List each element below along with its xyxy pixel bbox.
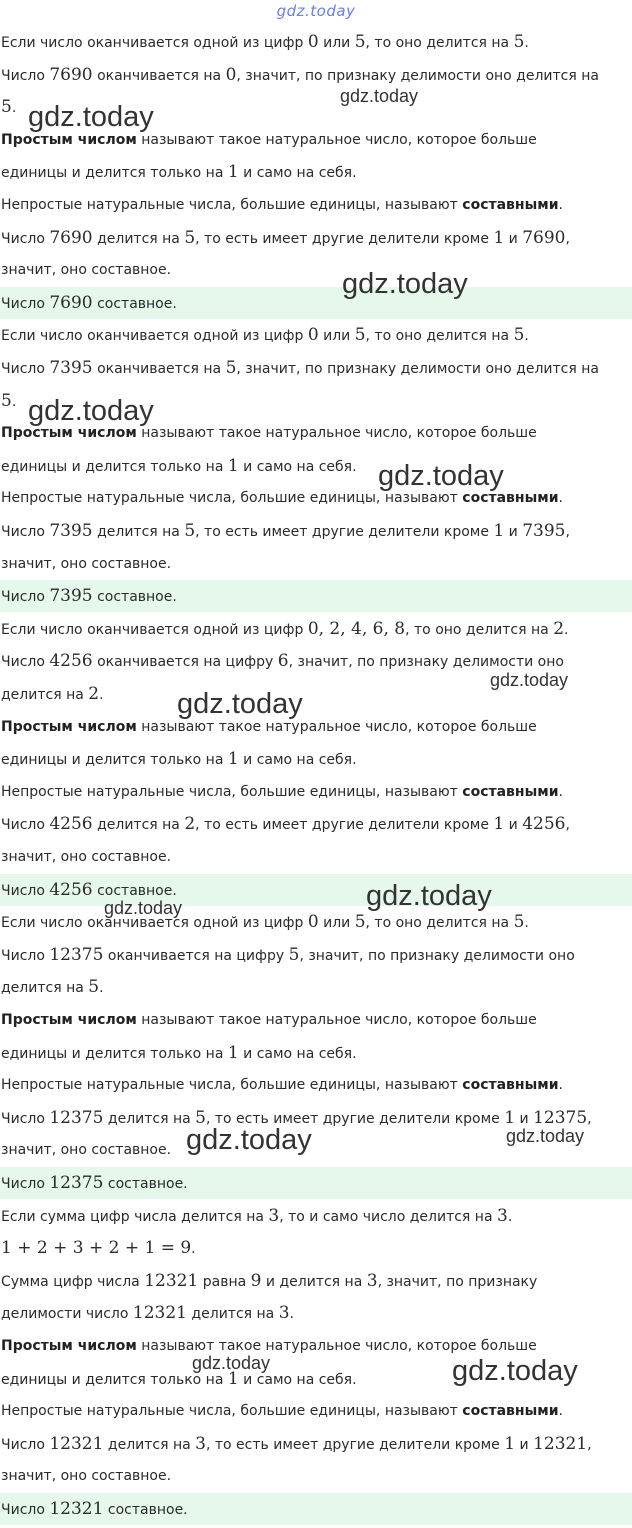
text-segment: и: [504, 524, 523, 540]
text-line: [0, 1200, 632, 1232]
text-segment: составное.: [103, 1176, 188, 1192]
math-value: 5: [513, 325, 525, 346]
math-value: 1: [504, 1433, 516, 1454]
math-value: 5: [225, 358, 237, 378]
answer-line: [0, 580, 632, 612]
math-value: 0, 2, 4, 6, 8: [307, 618, 406, 639]
text-line: [0, 808, 632, 840]
text-line: [0, 1037, 632, 1069]
text-segment: Если число оканчивается одной из цифр: [1, 35, 308, 51]
text-segment: Число: [1, 67, 50, 84]
text-segment: единицы и делится только на: [1, 458, 228, 475]
text-segment: , то есть имеет другие делители кроме: [195, 230, 494, 247]
text-segment: Непростые натуральные числа, большие единицы, называют: [1, 197, 463, 213]
math-value: 7395: [49, 586, 93, 607]
text-segment: Если число оканчивается одной из цифр: [1, 328, 308, 345]
term-bold: Простым числом: [1, 1338, 137, 1354]
math-value: 12375: [533, 1107, 588, 1128]
watermark: gdz.today: [186, 1124, 312, 1156]
math-value: 9: [250, 1270, 262, 1291]
text-segment: называют такое натуральное число, которое больше: [136, 131, 537, 148]
text-segment: Число: [1, 589, 50, 606]
text-segment: Число: [1, 817, 50, 834]
text-line: [0, 222, 632, 254]
text-line: [0, 1102, 632, 1134]
text-segment: , то оно делится на: [365, 35, 514, 51]
math-value: 0: [307, 325, 319, 346]
math-value: 5: [513, 912, 525, 933]
text-segment: значит, оно составное.: [1, 555, 172, 572]
text-line: [0, 1363, 632, 1395]
text-segment: и само на себя.: [238, 1045, 357, 1062]
text-segment: , то оно делится на: [405, 621, 554, 638]
math-value: 1 + 2 + 3 + 2 + 1 = 9: [1, 1238, 192, 1259]
math-value: 1: [493, 521, 505, 541]
text-segment: единицы и делится только на: [1, 1371, 228, 1388]
math-value: 1: [227, 1368, 239, 1389]
text-line: [0, 450, 632, 482]
math-value: 0: [307, 912, 319, 933]
watermark: gdz.today: [28, 101, 154, 133]
text-segment: , то есть имеет другие делители кроме: [195, 817, 494, 834]
text-line: [0, 417, 632, 449]
math-value: 5: [1, 97, 12, 118]
text-segment: оканчивается на: [92, 67, 226, 84]
text-line: [0, 971, 632, 1003]
answer-line: [0, 1493, 632, 1525]
text-segment: или: [318, 35, 355, 51]
watermark: gdz.today: [490, 670, 569, 690]
math-value: 1: [227, 1042, 239, 1063]
math-value: 4256: [49, 814, 93, 835]
text-segment: .: [564, 621, 569, 638]
math-value: 6: [277, 651, 289, 672]
math-value: 4256: [522, 814, 566, 835]
text-line: [0, 1232, 632, 1264]
text-segment: или: [318, 328, 355, 345]
answer-line: [0, 287, 632, 319]
text-segment: , значит, по признаку: [377, 1273, 538, 1290]
math-value: 1: [227, 455, 239, 476]
text-segment: делится на: [1, 980, 89, 997]
math-value: 5: [195, 1107, 206, 1128]
math-value: 12375: [49, 1107, 104, 1128]
text-segment: .: [558, 1403, 563, 1420]
math-value: 4256: [49, 651, 93, 672]
text-segment: , значит, по признаку делимости оно делится на: [236, 67, 599, 84]
math-value: 7395: [522, 521, 566, 541]
text-segment: Число: [1, 1436, 50, 1453]
math-value: 12321: [49, 1433, 104, 1454]
text-segment: и само на себя.: [238, 752, 357, 769]
math-value: 3: [195, 1433, 206, 1454]
text-segment: .: [524, 328, 529, 345]
text-segment: , то есть имеет другие делители кроме: [205, 1436, 505, 1453]
text-line: [0, 906, 632, 938]
watermark: gdz.today: [104, 898, 183, 918]
text-segment: и: [515, 1110, 534, 1127]
term-bold: составными: [462, 1077, 559, 1094]
math-value: 12375: [49, 944, 104, 965]
math-value: 7690: [49, 227, 93, 248]
text-segment: Если сумма цифр числа делится на: [1, 1208, 269, 1225]
text-line: [0, 515, 632, 547]
text-line: [0, 711, 632, 743]
math-value: 5: [1, 390, 12, 411]
text-segment: единицы и делится только на: [1, 165, 228, 182]
text-segment: составное.: [92, 589, 177, 606]
text-segment: Непростые натуральные числа, большие единицы, называют: [1, 1077, 463, 1094]
text-line: [0, 548, 632, 580]
text-segment: Число: [1, 1176, 50, 1192]
term-bold: составными: [462, 783, 559, 800]
math-value: 12321: [533, 1433, 588, 1454]
text-line: [0, 482, 632, 514]
text-segment: и: [515, 1436, 534, 1453]
math-value: 12375: [49, 1173, 104, 1193]
text-segment: Число: [1, 1502, 50, 1518]
text-segment: составное.: [92, 882, 177, 899]
text-segment: называют такое натуральное число, которое больше: [136, 1012, 537, 1028]
text-segment: значит, оно составное.: [1, 849, 172, 865]
text-segment: , значит, по признаку делимости оно: [299, 947, 575, 964]
text-segment: делится на: [92, 230, 185, 247]
text-line: [0, 939, 632, 971]
text-segment: называют такое натуральное число, которое больше: [136, 425, 537, 442]
text-line: [0, 645, 632, 677]
term-bold: Простым числом: [1, 1012, 137, 1028]
text-segment: ,: [565, 817, 570, 834]
text-segment: и делится на: [261, 1273, 367, 1290]
text-segment: составное.: [92, 295, 177, 312]
term-bold: Простым числом: [1, 425, 137, 442]
math-value: 5: [354, 32, 366, 52]
text-segment: .: [558, 783, 563, 800]
text-segment: составное.: [103, 1502, 188, 1518]
text-segment: оканчивается на цифру: [103, 947, 289, 964]
text-segment: , то есть имеет другие делители кроме: [195, 524, 494, 540]
text-segment: Число: [1, 295, 50, 312]
math-value: 5: [288, 944, 300, 965]
text-line: [0, 59, 632, 91]
text-line: [0, 26, 632, 58]
text-segment: ,: [565, 230, 570, 247]
text-segment: Непростые натуральные числа, большие единицы, называют: [1, 490, 463, 507]
watermark: gdz.today: [452, 1355, 578, 1387]
text-segment: делится на: [103, 1436, 196, 1453]
watermark: gdz.today: [378, 460, 504, 492]
text-segment: ,: [587, 1436, 592, 1453]
watermark: gdz.today: [177, 688, 303, 720]
math-value: 1: [493, 814, 505, 835]
text-line: [0, 1134, 632, 1166]
text-segment: Непростые натуральные числа, большие единицы, называют: [1, 783, 463, 800]
math-value: 3: [268, 1205, 280, 1226]
text-segment: делится на: [187, 1306, 279, 1323]
text-segment: значит, оно составное.: [1, 1468, 172, 1485]
watermark: gdz.today: [28, 395, 154, 427]
math-value: 0: [225, 64, 237, 85]
text-segment: , значит, по признаку делимости оно делится на: [236, 361, 599, 377]
term-bold: составными: [462, 197, 559, 213]
text-segment: делится на: [92, 817, 185, 834]
watermark: gdz.today: [366, 880, 492, 912]
text-segment: оканчивается на цифру: [92, 654, 278, 671]
text-segment: значит, оно составное.: [1, 262, 172, 279]
text-line: [0, 1004, 632, 1036]
text-segment: Число: [1, 230, 50, 247]
math-value: 7395: [49, 358, 93, 378]
math-value: 7395: [49, 521, 93, 541]
text-segment: .: [99, 980, 104, 997]
math-value: 1: [493, 227, 505, 248]
text-line: [0, 385, 632, 417]
text-segment: , то и само число делится на: [279, 1208, 497, 1225]
math-value: 3: [497, 1205, 508, 1226]
text-line: [0, 352, 632, 384]
text-line: [0, 1069, 632, 1101]
text-line: [0, 1460, 632, 1492]
text-segment: делимости число: [1, 1306, 133, 1323]
text-segment: .: [524, 35, 529, 51]
text-segment: Число: [1, 361, 50, 377]
text-segment: Непростые натуральные числа, большие единицы, называют: [1, 1403, 463, 1420]
text-segment: равна: [198, 1273, 251, 1290]
text-line: [0, 678, 632, 710]
answer-line: [0, 874, 632, 906]
text-line: [0, 743, 632, 775]
text-segment: делится на: [103, 1110, 196, 1127]
text-segment: .: [558, 490, 563, 507]
text-line: [0, 1265, 632, 1297]
math-value: 12321: [144, 1270, 199, 1291]
text-line: [0, 776, 632, 808]
math-value: 3: [366, 1270, 378, 1291]
math-value: 1: [504, 1107, 516, 1128]
text-line: [0, 613, 632, 645]
text-segment: .: [558, 1077, 563, 1094]
text-line: [0, 1428, 632, 1460]
math-value: 3: [278, 1303, 290, 1324]
watermark: gdz.today: [506, 1126, 585, 1146]
text-segment: .: [289, 1306, 294, 1323]
math-value: 1: [227, 749, 239, 770]
text-line: [0, 319, 632, 351]
math-value: 2: [184, 814, 196, 835]
answer-line: [0, 1167, 632, 1199]
text-segment: ,: [587, 1110, 592, 1127]
text-line: [0, 841, 632, 873]
term-bold: Простым числом: [1, 131, 137, 148]
text-segment: .: [524, 915, 529, 932]
math-value: 5: [354, 912, 366, 933]
math-value: 2: [88, 684, 100, 704]
text-line: [0, 124, 632, 156]
text-segment: Число: [1, 1110, 50, 1127]
math-value: 2: [553, 618, 565, 639]
text-segment: и: [504, 817, 523, 834]
text-line: [0, 1330, 632, 1362]
text-line: [0, 1297, 632, 1329]
text-line: [0, 91, 632, 123]
text-segment: называют такое натуральное число, которое больше: [136, 718, 537, 735]
text-segment: Число: [1, 524, 50, 540]
math-value: 7690: [49, 292, 93, 313]
math-value: 12321: [49, 1499, 104, 1519]
text-segment: называют такое натуральное число, которое больше: [136, 1338, 537, 1354]
text-segment: Число: [1, 654, 50, 671]
math-value: 4256: [49, 879, 93, 900]
text-segment: и само на себя.: [238, 165, 357, 182]
text-line: [0, 1395, 632, 1427]
text-segment: , значит, по признаку делимости оно: [288, 654, 564, 671]
math-value: 5: [184, 521, 196, 541]
watermark: gdz.today: [342, 268, 468, 300]
math-value: 5: [88, 977, 100, 998]
text-segment: Если число оканчивается одной из цифр: [1, 915, 308, 932]
text-segment: Если число оканчивается одной из цифр: [1, 621, 308, 638]
site-logo[interactable]: gdz.today: [276, 2, 356, 20]
text-segment: .: [11, 100, 17, 117]
text-segment: , то оно делится на: [365, 328, 514, 345]
watermark: gdz.today: [192, 1353, 271, 1373]
text-segment: единицы и делится только на: [1, 752, 228, 769]
text-segment: делится на: [92, 524, 185, 540]
text-segment: делится на: [1, 687, 89, 703]
text-segment: Сумма цифр числа: [1, 1273, 145, 1290]
math-value: 5: [184, 227, 196, 248]
math-value: 7690: [49, 64, 93, 85]
text-segment: единицы и делится только на: [1, 1045, 228, 1062]
text-segment: .: [558, 197, 563, 213]
term-bold: составными: [462, 1403, 559, 1420]
text-segment: .: [99, 687, 104, 703]
math-value: 0: [307, 32, 319, 52]
text-segment: .: [191, 1241, 196, 1258]
text-segment: Число: [1, 947, 50, 964]
math-value: 5: [354, 325, 366, 346]
text-segment: или: [318, 915, 355, 932]
text-segment: ,: [565, 524, 570, 540]
text-segment: , то оно делится на: [365, 915, 514, 932]
text-segment: и само на себя.: [238, 1371, 357, 1388]
text-segment: оканчивается на: [92, 361, 226, 377]
text-segment: значит, оно составное.: [1, 1142, 172, 1159]
term-bold: Простым числом: [1, 718, 137, 735]
text-line: [0, 156, 632, 188]
text-line: [0, 254, 632, 286]
text-segment: , то есть имеет другие делители кроме: [205, 1110, 505, 1127]
math-value: 1: [227, 162, 239, 183]
math-value: 12321: [132, 1303, 187, 1324]
math-value: 5: [513, 32, 525, 52]
math-value: 7690: [522, 227, 566, 248]
text-segment: .: [507, 1208, 513, 1225]
text-segment: Число: [1, 882, 50, 899]
text-segment: и: [504, 230, 523, 247]
text-segment: и само на себя.: [238, 458, 357, 475]
term-bold: составными: [462, 490, 559, 507]
text-line: [0, 189, 632, 221]
text-segment: .: [11, 393, 17, 410]
watermark: gdz.today: [340, 86, 419, 106]
